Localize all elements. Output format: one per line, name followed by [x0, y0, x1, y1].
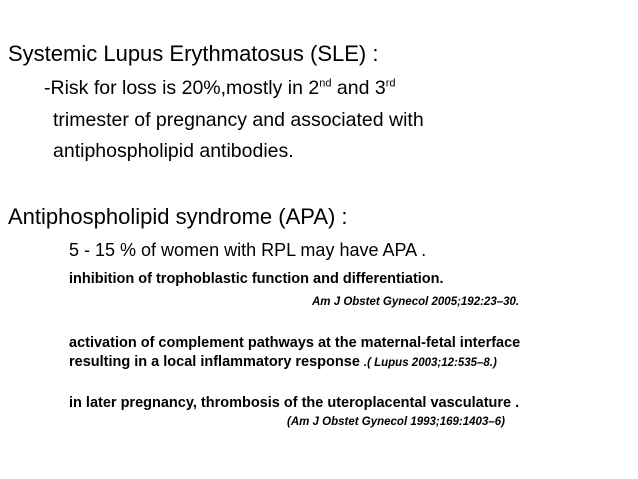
apa-cite-2: .( Lupus 2003;12:535–8.) [363, 357, 497, 369]
sle-line-1-text-b: and 3 [331, 77, 386, 99]
sle-line-2: trimester of pregnancy and associated with [53, 109, 424, 131]
sle-line-1-text-a: -Risk for loss is 20%,mostly in 2 [44, 77, 320, 99]
apa-point-2-line-2-text: resulting in a local inflammatory response [69, 354, 360, 370]
sle-line-1-sup-rd: rd [385, 77, 396, 90]
apa-stat: 5 - 15 % of women with RPL may have APA . [69, 240, 427, 260]
apa-cite-1: Am J Obstet Gynecol 2005;192:23–30. [312, 296, 520, 308]
sle-line-1-sup-nd: nd [319, 77, 332, 90]
apa-point-2-line-1: activation of complement pathways at the maternal-fetal interface [69, 335, 521, 351]
apa-cite-3: (Am J Obstet Gynecol 1993;169:1403–6) [287, 416, 505, 428]
apa-point-1: inhibition of trophoblastic function and differentiation. [69, 271, 444, 287]
apa-point-3: in later pregnancy, thrombosis of the uteroplacental vasculature . [69, 395, 520, 411]
sle-line-3: antiphospholipid antibodies. [53, 140, 294, 162]
apa-heading: Antiphospholipid syndrome (APA) : [8, 204, 348, 229]
sle-heading: Systemic Lupus Erythmatosus (SLE) : [8, 41, 379, 66]
apa-point-2-line-2 [69, 353, 497, 372]
sle-line-1 [44, 76, 396, 100]
